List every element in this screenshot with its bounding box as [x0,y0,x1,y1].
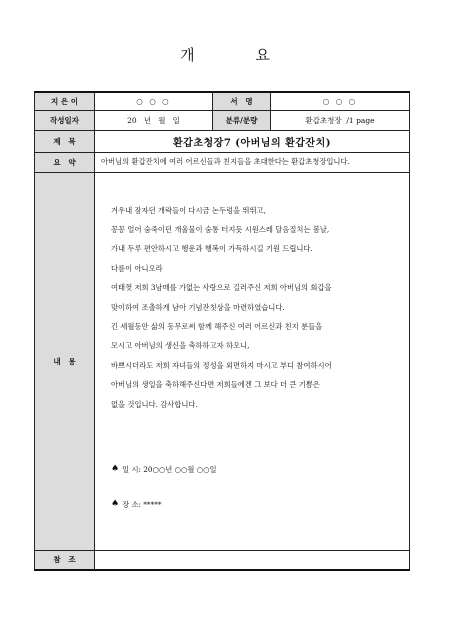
invitation-letter [95,173,409,515]
letter-line: 없을 것입니다. 감사합니다. [111,399,198,409]
summary-label: 요 약 [35,152,95,172]
spade-icon: ♠ [111,499,120,510]
event-place [111,495,399,514]
reference-label: 참 조 [35,550,95,570]
author-label: 지 은 이 [35,92,95,110]
letter-line: 가내 두루 편안하시고 행운과 행복이 가득하시길 기원 드립니다. [111,244,313,254]
category-label: 분류/분량 [213,110,271,130]
name-value: ○ ○ ○ [271,92,410,110]
document-summary-form [34,91,410,571]
reference-value [95,550,410,570]
page-title: 개 요 [180,46,298,64]
category-value: 환갑초청장 /1 page [271,110,410,130]
letter-line: 긴 세월동안 삶의 동무로써 함께 해주신 여러 어르신과 친지 분들을 [111,321,323,331]
summary-text: 아버님의 환갑잔치에 여러 어르신들과 친지들을 초대한다는 환갑초청장입니다. [95,152,410,172]
event-date-text: 일 시: 20○○년 ○○월 ○○일 [122,464,217,474]
spade-icon: ♠ [111,463,120,474]
letter-line: 맞이하여 조촐하게 남아 기념잔칫상을 마련하였습니다. [111,302,285,312]
letter-line: 여태껏 저희 3남매를 가없는 사랑으로 길러주신 저희 아버님의 회갑을 [111,283,332,293]
letter-line: 바쁘시더라도 저희 자녀들의 정성을 외면하지 마시고 부디 참여하시어 [111,360,332,370]
date-label: 작성일자 [35,110,95,130]
document-title: 환갑초청장7 (아버님의 환갑잔치) [95,130,410,152]
letter-line: 겨우내 잠자던 개락들이 다시금 논두렁을 뛰뛰고, [111,205,266,215]
content-cell [95,172,410,550]
letter-line: 다름이 아니오라 [111,263,163,273]
letter-line: 꽁꽁 얼어 숨죽이던 개울물이 숨통 터지듯 시원스레 달음질치는 봄날, [111,224,330,234]
subject-label: 제 목 [35,130,95,152]
letter-line: 모시고 아버님의 생신을 축하하고자 하오니, [111,341,250,351]
date-value: 20 년 월 일 [95,110,213,130]
name-label: 서 명 [213,92,271,110]
content-label: 내 용 [35,172,95,550]
event-date [111,460,399,479]
letter-line: 아버님의 생일을 축하해주신다면 저희들에겐 그 보다 더 큰 기쁨은 [111,380,320,390]
author-value: ○ ○ ○ [95,92,213,110]
event-place-text: 장 소: ***** [122,500,162,510]
